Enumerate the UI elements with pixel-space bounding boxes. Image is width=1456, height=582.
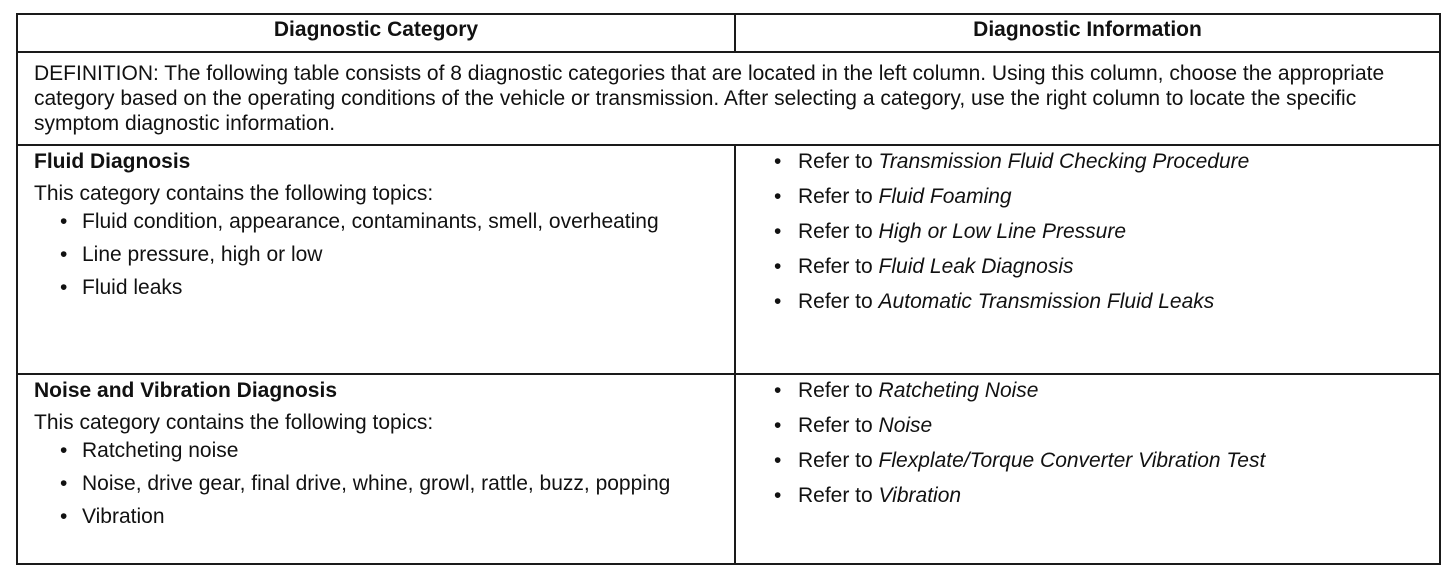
- reference-prefix: Refer to: [798, 185, 873, 208]
- reference-prefix: Refer to: [798, 484, 873, 507]
- category-description: This category contains the following topics:: [34, 411, 434, 434]
- reference-prefix: Refer to: [798, 150, 873, 173]
- reference-link[interactable]: High or Low Line Pressure: [878, 220, 1127, 243]
- list-item: [774, 448, 1423, 473]
- reference-link[interactable]: Vibration: [878, 484, 962, 507]
- reference-list: [752, 378, 1423, 508]
- reference-prefix: Refer to: [798, 379, 873, 402]
- information-cell-fluid-diagnosis: [735, 145, 1440, 374]
- reference-link[interactable]: Ratcheting Noise: [878, 379, 1039, 402]
- reference-link[interactable]: Automatic Transmission Fluid Leaks: [878, 290, 1215, 313]
- category-title: Noise and Vibration Diagnosis: [34, 379, 338, 402]
- definition-text: DEFINITION: The following table consists of 8 diagnostic categories that are located in the left column. Using this column, choose the appropriate category based on the operating conditions of the vehicle or transmission. After selecting a category, use the right column to locate the specific symptom diagnostic information.: [17, 52, 1440, 145]
- list-item: • Fluid condition, appearance, contaminants, smell, overheating: [60, 209, 718, 234]
- reference-prefix: Refer to: [798, 414, 873, 437]
- list-item: • Fluid leaks: [60, 275, 718, 300]
- list-item: [774, 289, 1423, 314]
- reference-prefix: Refer to: [798, 255, 873, 278]
- list-item: [774, 413, 1423, 438]
- list-item: [774, 254, 1423, 279]
- category-cell-noise-vibration-diagnosis: [17, 374, 735, 564]
- reference-link[interactable]: Flexplate/Torque Converter Vibration Test: [878, 449, 1266, 472]
- header-row: [17, 14, 1440, 52]
- reference-prefix: Refer to: [798, 220, 873, 243]
- list-item: [774, 184, 1423, 209]
- diagnostic-table: [16, 13, 1441, 565]
- list-item: [774, 149, 1423, 174]
- reference-prefix: Refer to: [798, 449, 873, 472]
- information-cell-noise-vibration-diagnosis: [735, 374, 1440, 564]
- list-item: • Noise, drive gear, final drive, whine, growl, rattle, buzz, popping: [60, 471, 718, 496]
- header-diagnostic-category: Diagnostic Category: [17, 14, 735, 52]
- reference-link[interactable]: Fluid Foaming: [878, 185, 1012, 208]
- list-item: • Line pressure, high or low: [60, 242, 718, 267]
- list-item: [774, 483, 1423, 508]
- category-title: Fluid Diagnosis: [34, 150, 191, 173]
- reference-link[interactable]: Fluid Leak Diagnosis: [878, 255, 1074, 278]
- category-cell-fluid-diagnosis: [17, 145, 735, 374]
- topic-list: [34, 438, 718, 529]
- reference-link[interactable]: Noise: [878, 414, 933, 437]
- table-row: [17, 145, 1440, 374]
- table-row: [17, 374, 1440, 564]
- reference-prefix: Refer to: [798, 290, 873, 313]
- header-diagnostic-information: Diagnostic Information: [735, 14, 1440, 52]
- list-item: [774, 219, 1423, 244]
- reference-list: [752, 149, 1423, 314]
- definition-row: [17, 52, 1440, 145]
- reference-link[interactable]: Transmission Fluid Checking Procedure: [878, 150, 1250, 173]
- list-item: [774, 378, 1423, 403]
- category-description: This category contains the following topics:: [34, 182, 434, 205]
- list-item: • Vibration: [60, 504, 718, 529]
- list-item: • Ratcheting noise: [60, 438, 718, 463]
- topic-list: [34, 209, 718, 300]
